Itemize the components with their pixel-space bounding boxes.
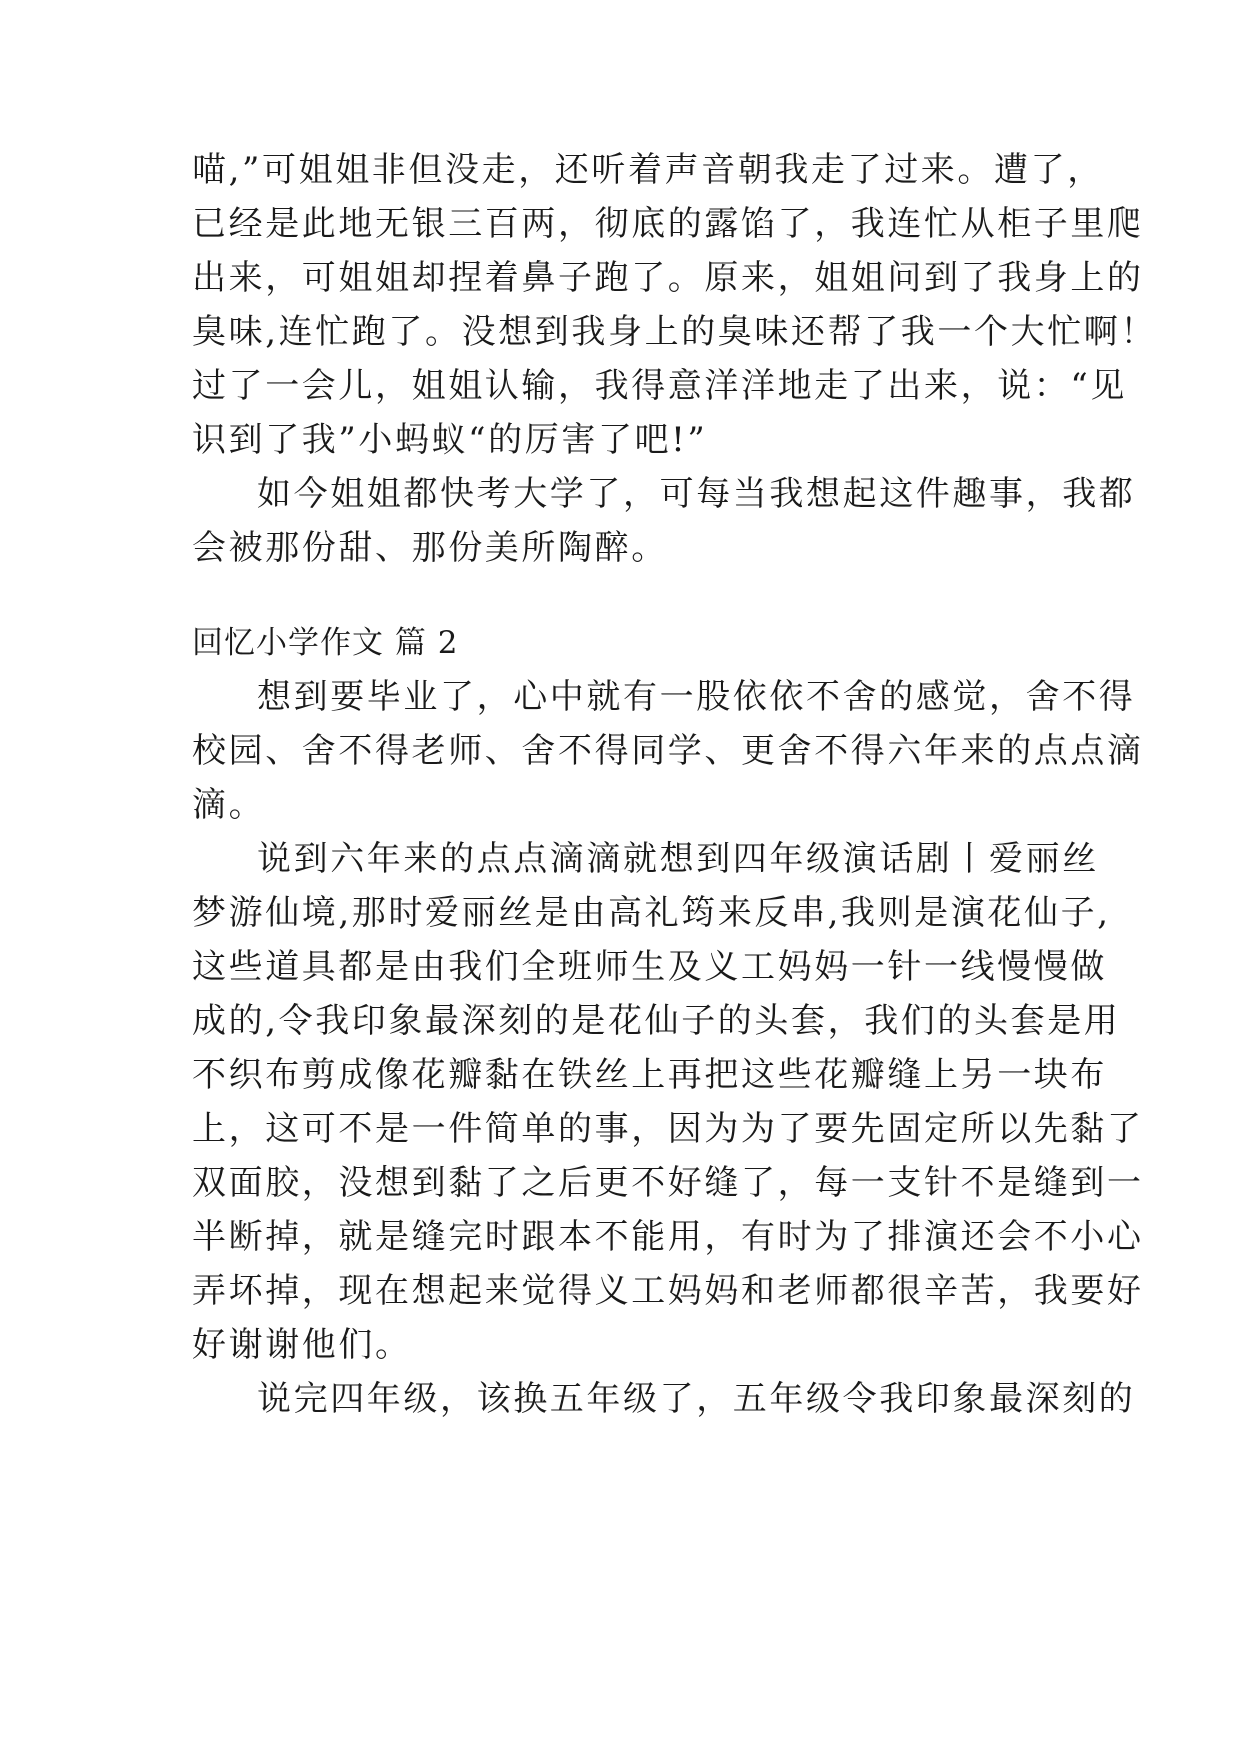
body-text-line: 识到了我”小蚂蚁“的厉害了吧!” bbox=[192, 420, 708, 460]
body-text-line: 弄坏掉，现在想起来觉得义工妈妈和老师都很辛苦，我要好 bbox=[192, 1271, 1144, 1311]
body-text-line: 半断掉，就是缝完时跟本不能用，有时为了排演还会不小心 bbox=[192, 1217, 1144, 1257]
body-text-line: 成的,令我印象最深刻的是花仙子的头套，我们的头套是用 bbox=[192, 1001, 1121, 1041]
body-text-line: 这些道具都是由我们全班师生及义工妈妈一针一线慢慢做 bbox=[192, 947, 1107, 987]
body-text-line: 臭味,连忙跑了。没想到我身上的臭味还帮了我一个大忙啊！ bbox=[192, 312, 1158, 352]
body-text-line: 想到要毕业了，心中就有一股依依不舍的感觉，舍不得 bbox=[257, 677, 1136, 717]
body-text-line: 说到六年来的点点滴滴就想到四年级演话剧丨爱丽丝 bbox=[257, 839, 1099, 879]
body-text-line: 梦游仙境,那时爱丽丝是由高礼筠来反串,我则是演花仙子, bbox=[192, 893, 1111, 933]
body-text-line: 会被那份甜、那份美所陶醉。 bbox=[192, 528, 668, 568]
body-text-line: 出来，可姐姐却捏着鼻子跑了。原来，姐姐问到了我身上的 bbox=[192, 258, 1144, 298]
body-text-line: 滴。 bbox=[192, 785, 266, 825]
body-text-line: 好谢谢他们。 bbox=[192, 1325, 412, 1365]
body-text-line: 双面胶，没想到黏了之后更不好缝了，每一支针不是缝到一 bbox=[192, 1163, 1144, 1203]
section-heading: 回忆小学作文 篇 2 bbox=[192, 625, 459, 661]
body-text-line: 喵,”可姐姐非但没走，还听着声音朝我走了过来。遭了， bbox=[192, 150, 1104, 190]
body-text-line: 不织布剪成像花瓣黏在铁丝上再把这些花瓣缝上另一块布 bbox=[192, 1055, 1107, 1095]
body-text-line: 上，这可不是一件简单的事，因为为了要先固定所以先黏了 bbox=[192, 1109, 1144, 1149]
body-text-line: 如今姐姐都快考大学了，可每当我想起这件趣事，我都 bbox=[257, 474, 1136, 514]
body-text-line: 说完四年级，该换五年级了，五年级令我印象最深刻的 bbox=[257, 1379, 1136, 1419]
body-text-line: 已经是此地无银三百两，彻底的露馅了，我连忙从柜子里爬 bbox=[192, 204, 1144, 244]
body-text-line: 校园、舍不得老师、舍不得同学、更舍不得六年来的点点滴 bbox=[192, 731, 1144, 771]
body-text-line: 过了一会儿，姐姐认输，我得意洋洋地走了出来，说：“见 bbox=[192, 366, 1127, 406]
